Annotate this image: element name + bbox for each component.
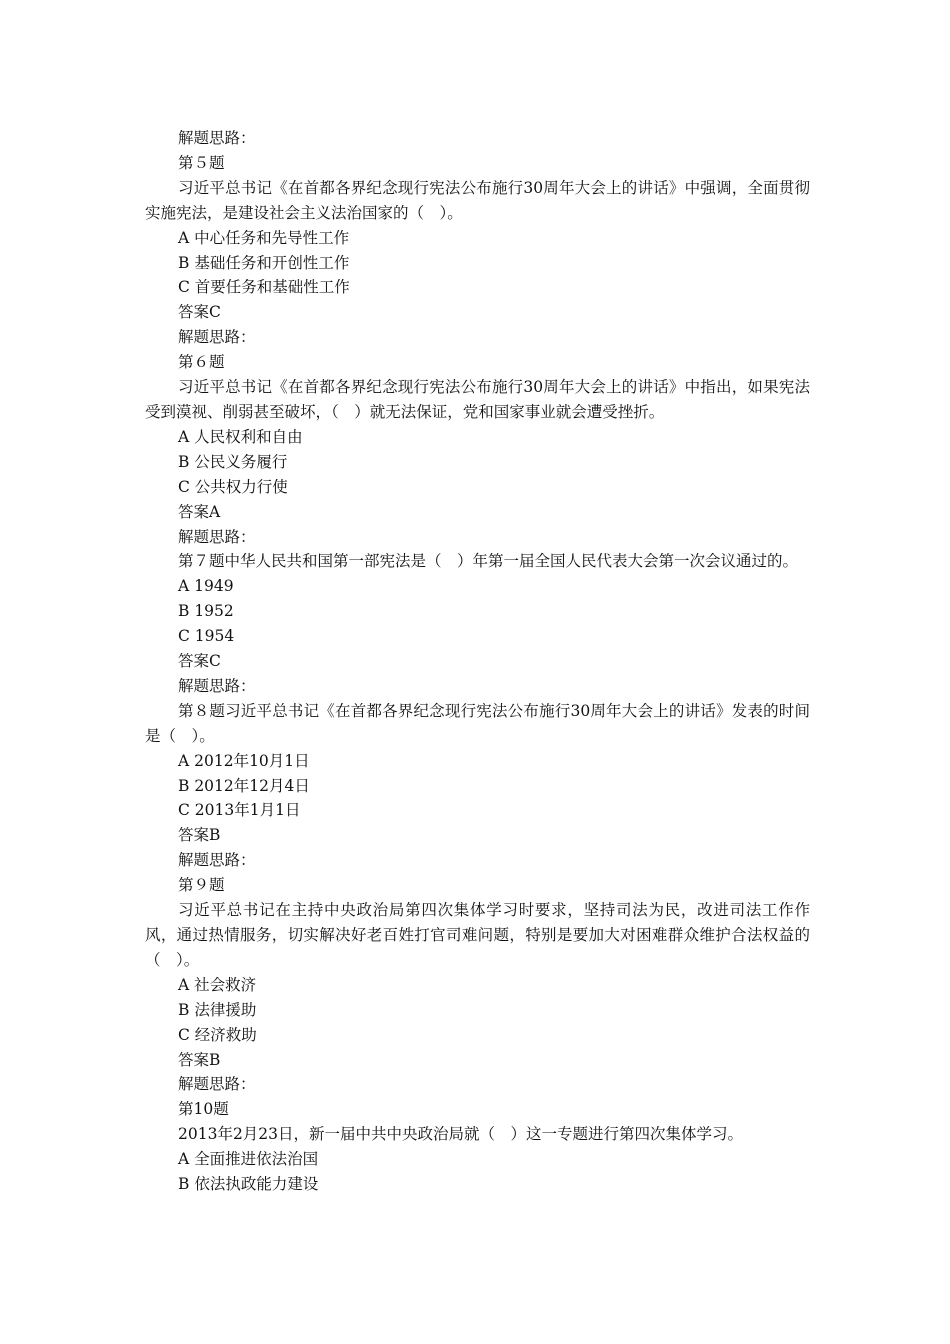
- option-c: C 首要任务和基础性工作: [178, 278, 350, 297]
- option-b: B 法律援助: [178, 1000, 257, 1019]
- solution-hint-label: 解题思路：: [178, 527, 256, 546]
- option-b: B 1952: [178, 602, 234, 621]
- question-text: 2013年2月23日，新一届中共中央政治局就（ ）这一专题进行第四次集体学习。: [178, 1125, 744, 1144]
- question-text: 习近平总书记在主持中央政治局第四次集体学习时要求，坚持司法为民，改进司法工作作风，通过热情服务，切实解决好老百姓打官司难问题，特别是要加大对困难群众维护合法权益的（ ）。: [145, 901, 810, 969]
- answer-line: 答案C: [178, 652, 221, 671]
- answer-line: 答案A: [178, 502, 221, 521]
- option-a: A 1949: [178, 577, 234, 596]
- document-body: [145, 126, 810, 1197]
- question-text: 习近平总书记《在首都各界纪念现行宪法公布施行30周年大会上的讲话》中指出，如果宪法受到漠视、削弱甚至破坏，（ ）就无法保证，党和国家事业就会遭受挫折。: [145, 378, 810, 421]
- option-b: B 2012年12月4日: [178, 776, 310, 795]
- solution-hint-label: 解题思路：: [178, 851, 256, 870]
- option-b: B 依法执政能力建设: [178, 1175, 319, 1194]
- solution-hint-label: 解题思路：: [178, 129, 256, 147]
- option-b: B 基础任务和开创性工作: [178, 253, 350, 272]
- option-a: A 中心任务和先导性工作: [178, 228, 350, 247]
- answer-line: 答案B: [178, 826, 221, 845]
- question-number: 第５题: [178, 153, 225, 172]
- question-text: 第８题习近平总书记《在首都各界纪念现行宪法公布施行30周年大会上的讲话》发表的时间是（ ）。: [145, 701, 810, 745]
- option-a: A 社会救济: [178, 975, 257, 994]
- option-a: A 人民权利和自由: [178, 427, 303, 446]
- option-c: C 经济救助: [178, 1025, 257, 1044]
- option-a: A 全面推进依法治国: [178, 1150, 319, 1169]
- answer-line: 答案C: [178, 303, 221, 322]
- solution-hint-label: 解题思路：: [178, 328, 256, 347]
- option-c: C 2013年1月1日: [178, 801, 301, 820]
- solution-hint-label: 解题思路：: [178, 676, 256, 695]
- option-c: C 1954: [178, 627, 235, 646]
- option-b: B 公民义务履行: [178, 452, 288, 471]
- option-c: C 公共权力行使: [178, 477, 288, 496]
- solution-hint-label: 解题思路：: [178, 1075, 256, 1094]
- question-number: 第６题: [178, 353, 225, 372]
- question-text: 习近平总书记《在首都各界纪念现行宪法公布施行30周年大会上的讲话》中强调，全面贯彻实施宪法，是建设社会主义法治国家的（ ）。: [145, 178, 810, 222]
- question-text: 第７题中华人民共和国第一部宪法是（ ）年第一届全国人民代表大会第一次会议通过的。: [178, 552, 799, 571]
- answer-line: 答案B: [178, 1050, 221, 1069]
- option-a: A 2012年10月1日: [178, 751, 310, 770]
- question-number: 第９题: [178, 876, 225, 895]
- question-number: 第10题: [178, 1100, 229, 1119]
